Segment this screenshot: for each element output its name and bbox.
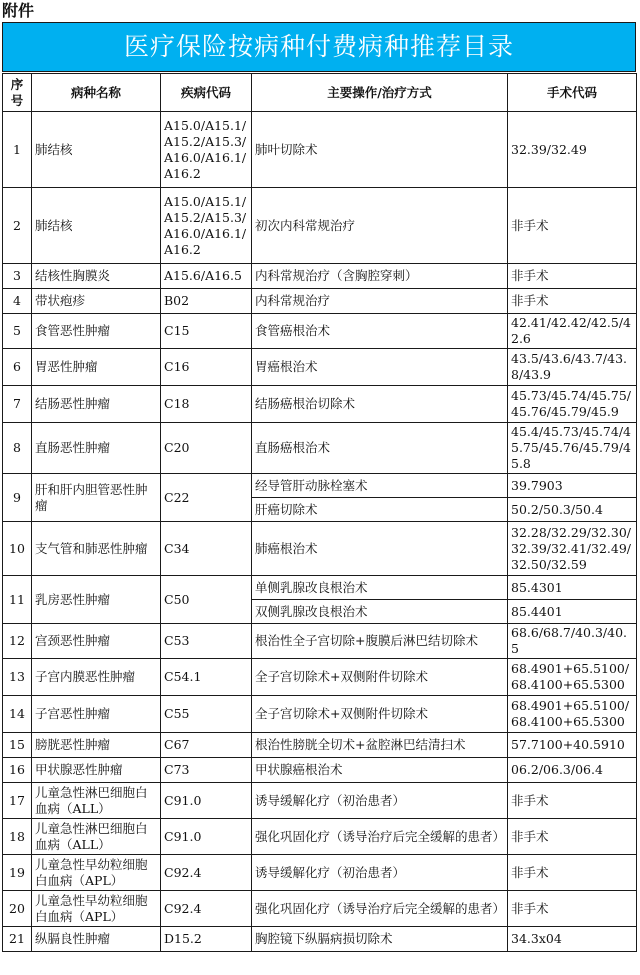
surgery-code: 39.7903 xyxy=(508,474,637,498)
disease-name: 儿童急性早幼粒细胞白血病（APL） xyxy=(32,891,161,927)
disease-code: C20 xyxy=(161,423,252,474)
disease-code: D15.2 xyxy=(161,927,252,952)
header-row xyxy=(3,74,637,112)
surgery-code: 06.2/06.3/06.4 xyxy=(508,758,637,783)
disease-name: 结肠恶性肿瘤 xyxy=(32,386,161,423)
surgery-code: 57.7100+40.5910 xyxy=(508,733,637,758)
procedure: 双侧乳腺改良根治术 xyxy=(252,600,508,624)
row-number: 3 xyxy=(3,264,32,289)
disease-code: C92.4 xyxy=(161,891,252,927)
header-surgery-code: 手术代码 xyxy=(508,74,637,112)
row-number: 17 xyxy=(3,783,32,819)
disease-name: 带状疱疹 xyxy=(32,289,161,314)
table-row xyxy=(3,891,637,927)
table-row xyxy=(3,474,637,498)
disease-name: 儿童急性早幼粒细胞白血病（APL） xyxy=(32,855,161,891)
surgery-code: 68.4901+65.5100/68.4100+65.5300 xyxy=(508,696,637,733)
procedure: 肺叶切除术 xyxy=(252,112,508,188)
row-number: 12 xyxy=(3,624,32,659)
disease-name: 肺结核 xyxy=(32,188,161,264)
disease-code: B02 xyxy=(161,289,252,314)
catalog-table xyxy=(2,73,637,952)
table-row xyxy=(3,855,637,891)
row-number: 1 xyxy=(3,112,32,188)
surgery-code: 非手术 xyxy=(508,819,637,855)
row-number: 7 xyxy=(3,386,32,423)
disease-name: 肺结核 xyxy=(32,112,161,188)
procedure: 胸腔镜下纵膈病损切除术 xyxy=(252,927,508,952)
procedure: 根治性全子宫切除+腹膜后淋巴结切除术 xyxy=(252,624,508,659)
table-row xyxy=(3,314,637,349)
disease-name: 纵膈良性肿瘤 xyxy=(32,927,161,952)
surgery-code: 32.28/32.29/32.30/32.39/32.41/32.49/32.50/32.59 xyxy=(508,522,637,576)
table-row xyxy=(3,423,637,474)
table-row xyxy=(3,386,637,423)
disease-code: A15.6/A16.5 xyxy=(161,264,252,289)
row-number: 11 xyxy=(3,576,32,624)
disease-name: 结核性胸膜炎 xyxy=(32,264,161,289)
disease-code: C55 xyxy=(161,696,252,733)
table-row xyxy=(3,696,637,733)
disease-code: C92.4 xyxy=(161,855,252,891)
row-number: 6 xyxy=(3,349,32,386)
surgery-code: 85.4301 xyxy=(508,576,637,600)
disease-code: C18 xyxy=(161,386,252,423)
table-row xyxy=(3,289,637,314)
procedure: 强化巩固化疗（诱导治疗后完全缓解的患者） xyxy=(252,891,508,927)
surgery-code: 68.4901+65.5100/68.4100+65.5300 xyxy=(508,659,637,696)
procedure: 诱导缓解化疗（初治患者） xyxy=(252,855,508,891)
header-code: 疾病代码 xyxy=(161,74,252,112)
surgery-code: 50.2/50.3/50.4 xyxy=(508,498,637,522)
disease-name: 儿童急性淋巴细胞白血病（ALL） xyxy=(32,783,161,819)
catalog-title: 医疗保险按病种付费病种推荐目录 xyxy=(2,22,636,72)
disease-code: A15.0/A15.1/A15.2/A15.3/A16.0/A16.1/A16.2 xyxy=(161,112,252,188)
procedure: 诱导缓解化疗（初治患者） xyxy=(252,783,508,819)
row-number: 15 xyxy=(3,733,32,758)
disease-name: 甲状腺恶性肿瘤 xyxy=(32,758,161,783)
row-number: 5 xyxy=(3,314,32,349)
surgery-code: 85.4401 xyxy=(508,600,637,624)
row-number: 2 xyxy=(3,188,32,264)
table-row xyxy=(3,927,637,952)
procedure: 肝癌切除术 xyxy=(252,498,508,522)
row-number: 4 xyxy=(3,289,32,314)
procedure: 内科常规治疗 xyxy=(252,289,508,314)
procedure: 直肠癌根治术 xyxy=(252,423,508,474)
row-number: 18 xyxy=(3,819,32,855)
table-row xyxy=(3,576,637,600)
disease-name: 膀胱恶性肿瘤 xyxy=(32,733,161,758)
procedure: 内科常规治疗（含胸腔穿刺） xyxy=(252,264,508,289)
procedure: 强化巩固化疗（诱导治疗后完全缓解的患者） xyxy=(252,819,508,855)
surgery-code: 非手术 xyxy=(508,783,637,819)
row-number: 13 xyxy=(3,659,32,696)
disease-code: C73 xyxy=(161,758,252,783)
disease-name: 儿童急性淋巴细胞白血病（ALL） xyxy=(32,819,161,855)
disease-code: C22 xyxy=(161,474,252,522)
table-row xyxy=(3,758,637,783)
disease-name: 食管恶性肿瘤 xyxy=(32,314,161,349)
row-number: 21 xyxy=(3,927,32,952)
table-row xyxy=(3,659,637,696)
surgery-code: 非手术 xyxy=(508,855,637,891)
disease-code: C54.1 xyxy=(161,659,252,696)
row-number: 16 xyxy=(3,758,32,783)
disease-name: 直肠恶性肿瘤 xyxy=(32,423,161,474)
surgery-code: 非手术 xyxy=(508,289,637,314)
table-row xyxy=(3,188,637,264)
disease-code: C53 xyxy=(161,624,252,659)
procedure: 全子宫切除术+双侧附件切除术 xyxy=(252,659,508,696)
surgery-code: 68.6/68.7/40.3/40.5 xyxy=(508,624,637,659)
surgery-code: 45.4/45.73/45.74/45.75/45.76/45.79/45.8 xyxy=(508,423,637,474)
row-number: 8 xyxy=(3,423,32,474)
surgery-code: 43.5/43.6/43.7/43.8/43.9 xyxy=(508,349,637,386)
table-row xyxy=(3,624,637,659)
procedure: 食管癌根治术 xyxy=(252,314,508,349)
disease-code: C67 xyxy=(161,733,252,758)
disease-code: C15 xyxy=(161,314,252,349)
disease-name: 支气管和肺恶性肿瘤 xyxy=(32,522,161,576)
header-no: 序号 xyxy=(3,74,32,112)
surgery-code: 非手术 xyxy=(508,891,637,927)
disease-name: 宫颈恶性肿瘤 xyxy=(32,624,161,659)
surgery-code: 非手术 xyxy=(508,188,637,264)
procedure: 胃癌根治术 xyxy=(252,349,508,386)
surgery-code: 非手术 xyxy=(508,264,637,289)
disease-code: C91.0 xyxy=(161,819,252,855)
procedure: 初次内科常规治疗 xyxy=(252,188,508,264)
table-row xyxy=(3,349,637,386)
row-number: 20 xyxy=(3,891,32,927)
table-row xyxy=(3,733,637,758)
procedure: 单侧乳腺改良根治术 xyxy=(252,576,508,600)
table-row xyxy=(3,264,637,289)
surgery-code: 34.3x04 xyxy=(508,927,637,952)
procedure: 结肠癌根治切除术 xyxy=(252,386,508,423)
procedure: 经导管肝动脉栓塞术 xyxy=(252,474,508,498)
surgery-code: 45.73/45.74/45.75/45.76/45.79/45.9 xyxy=(508,386,637,423)
row-number: 14 xyxy=(3,696,32,733)
procedure: 甲状腺癌根治术 xyxy=(252,758,508,783)
table-row xyxy=(3,783,637,819)
disease-code: C16 xyxy=(161,349,252,386)
row-number: 10 xyxy=(3,522,32,576)
disease-name: 胃恶性肿瘤 xyxy=(32,349,161,386)
disease-code: C91.0 xyxy=(161,783,252,819)
table-row xyxy=(3,819,637,855)
disease-code: A15.0/A15.1/A15.2/A15.3/A16.0/A16.1/A16.2 xyxy=(161,188,252,264)
disease-name: 肝和肝内胆管恶性肿瘤 xyxy=(32,474,161,522)
surgery-code: 32.39/32.49 xyxy=(508,112,637,188)
disease-code: C34 xyxy=(161,522,252,576)
header-procedure: 主要操作/治疗方式 xyxy=(252,74,508,112)
table-row xyxy=(3,112,637,188)
disease-name: 子宫恶性肿瘤 xyxy=(32,696,161,733)
table-row xyxy=(3,522,637,576)
procedure: 全子宫切除术+双侧附件切除术 xyxy=(252,696,508,733)
disease-code: C50 xyxy=(161,576,252,624)
row-number: 9 xyxy=(3,474,32,522)
surgery-code: 42.41/42.42/42.5/42.6 xyxy=(508,314,637,349)
header-name: 病种名称 xyxy=(32,74,161,112)
procedure: 根治性膀胱全切术+盆腔淋巴结清扫术 xyxy=(252,733,508,758)
row-number: 19 xyxy=(3,855,32,891)
annex-label: 附件 xyxy=(2,1,35,20)
procedure: 肺癌根治术 xyxy=(252,522,508,576)
disease-name: 子宫内膜恶性肿瘤 xyxy=(32,659,161,696)
disease-name: 乳房恶性肿瘤 xyxy=(32,576,161,624)
